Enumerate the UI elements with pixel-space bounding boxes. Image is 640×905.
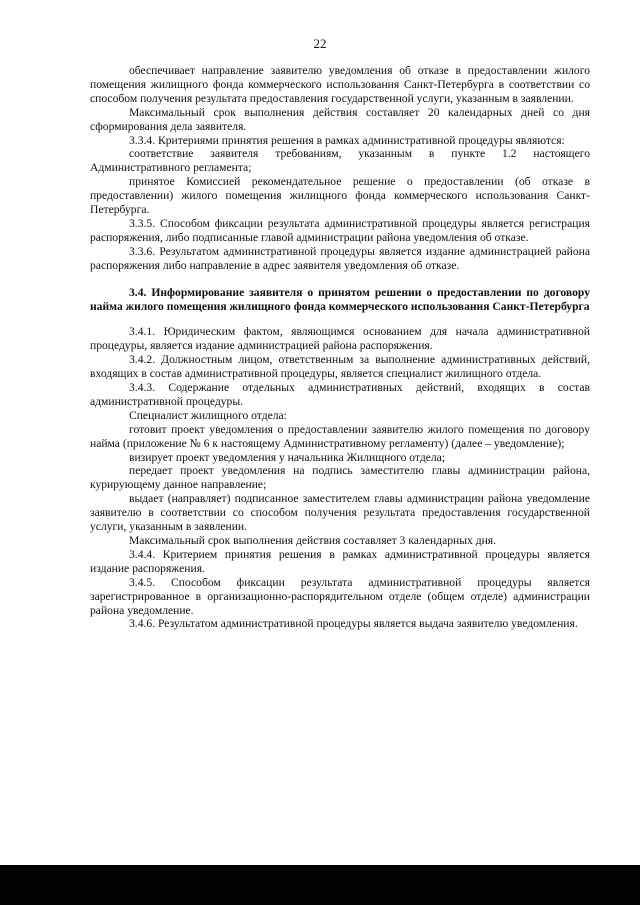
- paragraph: принятое Комиссией рекомендательное решение о предоставлении (об отказе в предоставлении) жилого помещения жилищного фонда коммерческого использования Санкт-Петербурга.: [90, 175, 590, 217]
- paragraph: Максимальный срок выполнения действия составляет 3 календарных дня.: [129, 534, 497, 547]
- paragraph: выдает (направляет) подписанное заместителем главы администрации района уведомление заявителю в соответствии со способом получения результата предоставления государственной услуги, указанным в заявлении.: [90, 492, 590, 534]
- paragraph: передает проект уведомления на подпись заместителю главы администрации района, курирующему данное направление;: [90, 464, 590, 492]
- paragraph: 3.4.6. Результатом административной процедуры является выдача заявителю уведомления.: [129, 617, 578, 631]
- section-heading: 3.4. Информирование заявителя о принятом решении о предоставлении по договору найма жилого помещения жилищного фонда коммерческого использования Санкт-Петербурга: [90, 285, 590, 313]
- paragraph: готовит проект уведомления о предоставлении заявителю жилого помещения по договору найма (приложение № 6 к настоящему Административному регламенту) (далее – уведомление);: [90, 422, 590, 450]
- paragraph: 3.4.5. Способом фиксации результата административной процедуры является зарегистрированное в организационно-распорядительном отделе (общем отделе) администрации района уведомление.: [90, 575, 590, 617]
- document-body: [90, 64, 590, 631]
- paragraph: визирует проект уведомления у начальника Жилищного отдела;: [129, 450, 446, 464]
- paragraph: 3.3.5. Способом фиксации результата административной процедуры является регистрация распоряжения, либо подписанные главой администрации района уведомления об отказе.: [90, 216, 590, 244]
- paragraph: соответствие заявителя требованиям, указанным в пункте 1.2 настоящего Административного регламента;: [90, 147, 590, 175]
- paragraph: 3.3.4. Критериями принятия решения в рамках административной процедуры являются:: [129, 133, 565, 147]
- page-number: 22: [313, 36, 327, 51]
- paragraph: 3.4.3. Содержание отдельных административных действий, входящих в состав административной процедуры.: [90, 381, 590, 408]
- paragraph: обеспечивает направление заявителю уведомления об отказе в предоставлении жилого помещения жилищного фонда коммерческого использования Санкт-Петербурга в соответствии со способом получения результата предоставления государственной услуги, указанным в заявлении.: [90, 64, 590, 105]
- paragraph: Специалист жилищного отдела:: [129, 408, 287, 422]
- paragraph: 3.4.2. Должностным лицом, ответственным за выполнение административных действий, входящих в состав административной процедуры, является специалист жилищного отдела.: [90, 353, 590, 381]
- paragraph: 3.4.1. Юридическим фактом, являющимся основанием для начала административной процедуры, является издание администрацией района распоряжения.: [90, 325, 590, 353]
- paragraph: Максимальный срок выполнения действия составляет 20 календарных дней со дня сформирования дела заявителя.: [90, 105, 590, 133]
- paragraph: 3.3.6. Результатом административной процедуры является издание администрацией района распоряжения либо направление в адрес заявителя уведомления об отказе.: [90, 244, 590, 272]
- scan-bottom-border: [0, 865, 640, 905]
- paragraph: 3.4.4. Критерием принятия решения в рамках административной процедуры является издание распоряжения.: [90, 547, 590, 575]
